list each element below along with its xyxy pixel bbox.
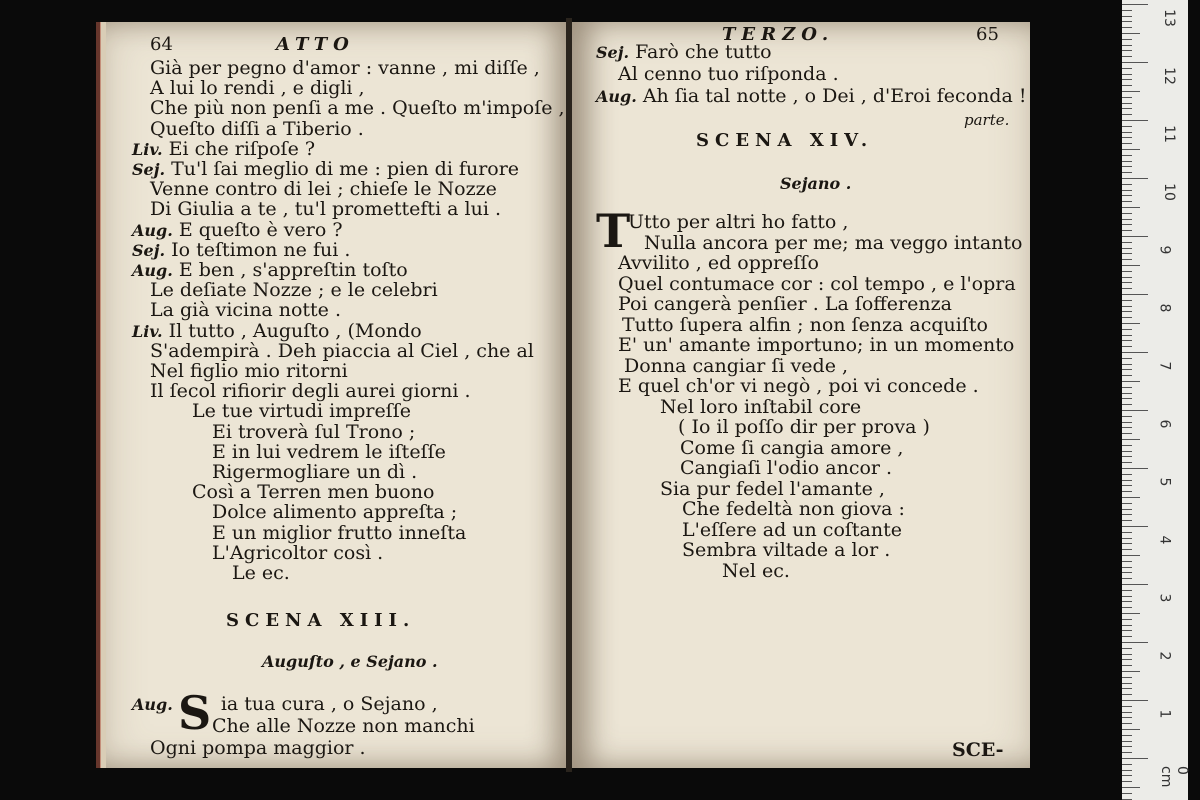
page-number: 65 — [976, 24, 999, 45]
ruler-tick — [1122, 520, 1132, 521]
ruler-tick — [1122, 764, 1132, 765]
ruler-tick — [1122, 729, 1140, 730]
ruler-tick — [1122, 741, 1132, 742]
scene-characters: Auguſto , e Sejano . — [262, 652, 438, 671]
speaker-label: Sej. — [132, 160, 166, 179]
ruler-tick — [1122, 271, 1132, 272]
verse-line — [150, 738, 366, 759]
ruler-tick — [1122, 683, 1132, 684]
ruler-label: 1 — [1156, 709, 1173, 719]
verse-line — [132, 220, 343, 241]
ruler-tick — [1122, 340, 1132, 341]
ruler-tick — [1122, 62, 1148, 63]
ruler-tick — [1122, 398, 1132, 399]
ruler-tick — [1122, 277, 1132, 278]
ruler-tick — [1122, 103, 1132, 104]
ruler-tick — [1122, 323, 1140, 324]
verse-text: Di Giulia a te , tu'l promettefti a lui . — [150, 198, 502, 221]
verse-text: Ah ſia tal notte , o Dei , d'Eroi feconda ! — [642, 85, 1027, 107]
ruler-tick — [1122, 422, 1132, 423]
verse-line — [132, 694, 438, 715]
ruler-tick — [1122, 596, 1132, 597]
ruler-tick — [1122, 317, 1132, 318]
ruler-tick — [1122, 514, 1132, 515]
ruler-label: 5 — [1156, 477, 1173, 487]
verse-line — [596, 42, 772, 63]
ruler-tick — [1122, 219, 1132, 220]
ruler-tick — [1122, 770, 1132, 771]
verse-line — [150, 58, 540, 79]
drop-cap: T — [596, 204, 631, 258]
ruler-tick — [1122, 648, 1132, 649]
ruler-tick — [1122, 27, 1132, 28]
verse-line: E' un' amante importuno; in un momento — [618, 334, 1015, 356]
verse-line — [150, 361, 348, 382]
speaker-label: Aug. — [132, 261, 173, 280]
page-number: 64 — [150, 34, 173, 55]
verse-text: Il ſecol rifiorir degli aurei giorni . — [150, 380, 471, 403]
verse-text: Nel figlio mio ritorni — [150, 360, 348, 382]
verse-line — [212, 502, 457, 523]
verse-line: Utto per altri ho fatto , — [628, 211, 849, 233]
measurement-ruler — [1122, 0, 1188, 800]
ruler-tick — [1122, 775, 1132, 776]
speaker-label: Aug. — [132, 695, 173, 714]
scene-title: SCENA XIV. — [696, 130, 874, 151]
ruler-tick — [1122, 694, 1132, 695]
ruler-tick — [1122, 439, 1140, 440]
verse-text: E ben , s'appreſtin toſto — [178, 259, 408, 281]
ruler-tick — [1122, 712, 1132, 713]
verse-line — [212, 422, 415, 443]
verse-line — [150, 78, 365, 99]
verse-text: Che più non penſi a me . Queſto m'impoſe , — [150, 97, 565, 120]
ruler-tick — [1122, 39, 1132, 40]
ruler-tick — [1122, 572, 1132, 573]
ruler-tick — [1122, 306, 1132, 307]
ruler-tick — [1122, 781, 1132, 782]
verse-text: Ogni pompa maggior . — [150, 737, 366, 759]
verse-text: S'adempirà . Deh piaccia al Ciel , che al — [150, 339, 534, 362]
verse-line: Quel contumace cor : col tempo , e l'opra — [618, 272, 1016, 295]
verse-line — [150, 300, 341, 321]
verse-text: Il tutto , Auguſto , (Mondo — [168, 319, 422, 342]
ruler-tick — [1122, 590, 1132, 591]
ruler-tick — [1122, 114, 1132, 115]
ruler-tick — [1122, 630, 1132, 631]
verse-line — [618, 64, 839, 85]
ruler-tick — [1122, 195, 1132, 196]
ruler-tick — [1122, 155, 1132, 156]
ruler-tick — [1122, 91, 1140, 92]
verse-line: ( Io il poſſo dir per prova ) — [678, 416, 930, 438]
ruler-label: 6 — [1156, 419, 1173, 429]
ruler-tick — [1122, 132, 1132, 133]
left-page — [100, 22, 572, 768]
verse-text: Che alle Nozze non manchi — [212, 715, 475, 737]
verse-line — [132, 139, 315, 160]
page-edge — [96, 22, 101, 768]
speaker-label: Aug. — [132, 220, 173, 240]
verse-line — [150, 179, 497, 200]
ruler-tick — [1122, 161, 1132, 162]
ruler-tick — [1122, 364, 1132, 365]
ruler-tick — [1122, 21, 1132, 22]
ruler-tick — [1122, 178, 1148, 179]
verse-text: Farò che tutto — [635, 41, 772, 63]
ruler-tick — [1122, 474, 1132, 475]
verse-line — [232, 563, 290, 584]
ruler-tick — [1122, 538, 1132, 539]
ruler-tick — [1122, 259, 1132, 260]
ruler-tick — [1122, 613, 1140, 614]
ruler-tick — [1122, 636, 1132, 637]
verse-line — [212, 543, 383, 564]
ruler-label: 0 cm — [1158, 766, 1190, 788]
ruler-tick — [1122, 491, 1132, 492]
verse-line — [192, 482, 434, 503]
ruler-tick — [1122, 352, 1148, 353]
ruler-tick — [1122, 468, 1148, 469]
ruler-label: 13 — [1160, 9, 1177, 27]
ruler-tick — [1122, 793, 1132, 794]
verse-line — [132, 240, 350, 261]
verse-text: Ei troverà ſul Trono ; — [212, 420, 416, 443]
verse-line: Cangiaſi l'odio ancor . — [680, 457, 893, 479]
ruler-label: 8 — [1156, 303, 1173, 313]
ruler-tick — [1122, 543, 1132, 544]
ruler-tick — [1122, 619, 1132, 620]
ruler-tick — [1122, 456, 1132, 457]
ruler-tick — [1122, 172, 1132, 173]
verse-line — [212, 716, 475, 737]
verse-text: Dolce alimento appreſta ; — [212, 501, 458, 524]
ruler-tick — [1122, 288, 1132, 289]
ruler-tick — [1122, 33, 1140, 34]
ruler-tick — [1122, 717, 1132, 718]
speaker-label: Sej. — [132, 240, 166, 260]
speaker-label: Sej. — [596, 43, 630, 62]
verse-text: L'Agricoltor così . — [212, 541, 384, 564]
verse-text: E un miglior frutto inneſta — [212, 521, 467, 544]
running-header: TERZO. — [722, 24, 835, 45]
verse-line — [132, 321, 422, 342]
scene-characters: Sejano . — [780, 174, 852, 193]
ruler-tick — [1122, 143, 1132, 144]
verse-text: E queſto è vero ? — [178, 218, 343, 241]
ruler-tick — [1122, 654, 1132, 655]
verse-line — [132, 159, 519, 180]
ruler-tick — [1122, 584, 1148, 585]
ruler-tick — [1122, 294, 1148, 295]
verse-line: E quel ch'or vi negò , poi vi concede . — [618, 375, 979, 397]
ruler-tick — [1122, 207, 1140, 208]
speaker-label: Liv. — [132, 321, 163, 341]
verse-line: Sembra viltade a lor . — [682, 539, 891, 561]
ruler-tick — [1122, 213, 1132, 214]
speaker-label: Aug. — [596, 87, 637, 106]
verse-line: L'eſſere ad un coſtante — [682, 518, 902, 541]
ruler-tick — [1122, 451, 1132, 452]
ruler-tick — [1122, 166, 1132, 167]
verse-line — [596, 86, 1026, 107]
ruler-tick — [1122, 50, 1132, 51]
ruler-tick — [1122, 427, 1132, 428]
ruler-tick — [1122, 445, 1132, 446]
ruler-tick — [1122, 4, 1148, 5]
ruler-tick — [1122, 607, 1132, 608]
ruler-tick — [1122, 752, 1132, 753]
ruler-tick — [1122, 555, 1140, 556]
verse-line — [150, 280, 438, 301]
verse-line — [132, 260, 408, 281]
ruler-tick — [1122, 224, 1132, 225]
ruler-tick — [1122, 758, 1148, 759]
ruler-tick — [1122, 416, 1132, 417]
verse-line — [150, 381, 471, 402]
ruler-tick — [1122, 723, 1132, 724]
verse-text: Tu'l ſai meglio di me : pien di furore — [171, 158, 520, 180]
verse-text: Venne contro di lei ; chieſe le Nozze — [150, 178, 497, 201]
verse-text: Ei che riſpoſe ? — [168, 137, 316, 160]
stage-direction — [964, 110, 1009, 131]
drop-cap: S — [178, 686, 212, 740]
ruler-tick — [1122, 300, 1132, 301]
verse-line — [192, 401, 411, 422]
ruler-tick — [1122, 462, 1132, 463]
verse-line — [212, 462, 417, 483]
verse-line: Nulla ancora per me; ma veggo intanto — [644, 231, 1023, 254]
ruler-label: 7 — [1156, 361, 1173, 371]
ruler-tick — [1122, 56, 1132, 57]
verse-text: Al cenno tuo riſponda . — [618, 63, 839, 85]
ruler-tick — [1122, 74, 1132, 75]
ruler-tick — [1122, 149, 1140, 150]
ruler-tick — [1122, 184, 1132, 185]
ruler-label: 10 — [1160, 183, 1177, 201]
verse-text: E in lui vedrem le iſteſſe — [212, 440, 446, 463]
verse-line — [150, 199, 501, 220]
ruler-tick — [1122, 503, 1132, 504]
ruler-tick — [1122, 799, 1132, 800]
ruler-tick — [1122, 509, 1132, 510]
scene-title: SCENA XIII. — [226, 610, 416, 631]
verse-text: Queſto diſſi a Tiberio . — [150, 117, 364, 140]
ruler-tick — [1122, 601, 1132, 602]
ruler-tick — [1122, 526, 1148, 527]
ruler-tick — [1122, 282, 1132, 283]
ruler-tick — [1122, 85, 1132, 86]
ruler-label: 11 — [1160, 125, 1177, 143]
verse-line: Come ſi cangia amore , — [680, 436, 904, 459]
ruler-tick — [1122, 253, 1132, 254]
running-header: ATTO — [276, 34, 355, 55]
ruler-tick — [1122, 16, 1132, 17]
ruler-tick — [1122, 97, 1132, 98]
verse-line — [150, 119, 364, 140]
ruler-tick — [1122, 735, 1132, 736]
ruler-tick — [1122, 79, 1132, 80]
ruler-tick — [1122, 358, 1132, 359]
ruler-tick — [1122, 311, 1132, 312]
ruler-tick — [1122, 578, 1132, 579]
ruler-tick — [1122, 480, 1132, 481]
verse-line — [212, 523, 466, 544]
ruler-tick — [1122, 329, 1132, 330]
ruler-tick — [1122, 346, 1132, 347]
ruler-tick — [1122, 381, 1140, 382]
ruler-label: 2 — [1156, 651, 1173, 661]
right-page — [572, 22, 1030, 768]
speaker-label: Liv. — [132, 139, 163, 159]
ruler-tick — [1122, 375, 1132, 376]
verse-text: Così a Terren men buono — [192, 481, 435, 504]
verse-line: Tutto ſupera alfin ; non ſenza acquiſto — [622, 313, 988, 336]
verse-line: Nel loro inſtabil core — [660, 395, 862, 418]
verse-text: Già per pegno d'amor : vanne , mi diſſe , — [150, 57, 540, 79]
ruler-tick — [1122, 497, 1140, 498]
verse-line: Che fedeltà non giova : — [682, 498, 905, 520]
ruler-tick — [1122, 265, 1140, 266]
verse-text: Le ec. — [232, 562, 290, 584]
ruler-tick — [1122, 248, 1132, 249]
ruler-tick — [1122, 671, 1140, 672]
ruler-tick — [1122, 108, 1132, 109]
verse-text: Le tue virtudi impreſſe — [192, 400, 411, 423]
ruler-tick — [1122, 137, 1132, 138]
verse-line — [150, 98, 565, 119]
ruler-tick — [1122, 532, 1132, 533]
ruler-tick — [1122, 404, 1132, 405]
ruler-tick — [1122, 236, 1148, 237]
verse-text: Rigermogliare un dì . — [212, 461, 418, 483]
ruler-tick — [1122, 201, 1132, 202]
ruler-label: 12 — [1160, 67, 1177, 85]
verse-line: Sia pur fedel l'amante , — [660, 477, 885, 500]
verse-line — [212, 442, 446, 463]
ruler-tick — [1122, 665, 1132, 666]
verse-line: Nel ec. — [722, 559, 790, 582]
verse-line — [150, 341, 534, 362]
ruler-tick — [1122, 700, 1148, 701]
ruler-tick — [1122, 369, 1132, 370]
ruler-tick — [1122, 410, 1148, 411]
ruler-tick — [1122, 10, 1132, 11]
ruler-tick — [1122, 433, 1132, 434]
ruler-label: 4 — [1156, 535, 1173, 545]
ruler-tick — [1122, 387, 1132, 388]
ruler-tick — [1122, 561, 1132, 562]
verse-text: La già vicina notte . — [150, 299, 341, 322]
ruler-tick — [1122, 485, 1132, 486]
verse-text: Io teſtimon ne fui . — [171, 238, 351, 261]
ruler-tick — [1122, 688, 1132, 689]
verse-line: Donna cangiar ſi vede , — [624, 354, 849, 377]
verse-line: Avvilito , ed oppreſſo — [618, 252, 819, 274]
ruler-tick — [1122, 190, 1132, 191]
verse-text: A lui lo rendi , e digli , — [150, 77, 365, 100]
ruler-tick — [1122, 242, 1132, 243]
ruler-tick — [1122, 746, 1132, 747]
ruler-tick — [1122, 625, 1132, 626]
ruler-label: 3 — [1156, 593, 1173, 603]
ruler-tick — [1122, 393, 1132, 394]
catchword: SCE- — [952, 739, 1004, 761]
ruler-tick — [1122, 45, 1132, 46]
ruler-tick — [1122, 567, 1132, 568]
verse-line: Poi cangerà penſier . La ſofferenza — [618, 293, 952, 315]
ruler-tick — [1122, 677, 1132, 678]
ruler-tick — [1122, 335, 1132, 336]
verse-text: ia tua cura , o Sejano , — [220, 693, 438, 715]
ruler-label: 9 — [1156, 245, 1173, 255]
ruler-tick — [1122, 706, 1132, 707]
verse-text: parte. — [964, 111, 1010, 129]
ruler-tick — [1122, 642, 1148, 643]
ruler-tick — [1122, 120, 1148, 121]
verse-text: Le deſiate Nozze ; e le celebri — [150, 279, 438, 302]
ruler-tick — [1122, 787, 1140, 788]
ruler-tick — [1122, 126, 1132, 127]
ruler-tick — [1122, 659, 1132, 660]
ruler-tick — [1122, 549, 1132, 550]
ruler-tick — [1122, 68, 1132, 69]
ruler-tick — [1122, 230, 1132, 231]
